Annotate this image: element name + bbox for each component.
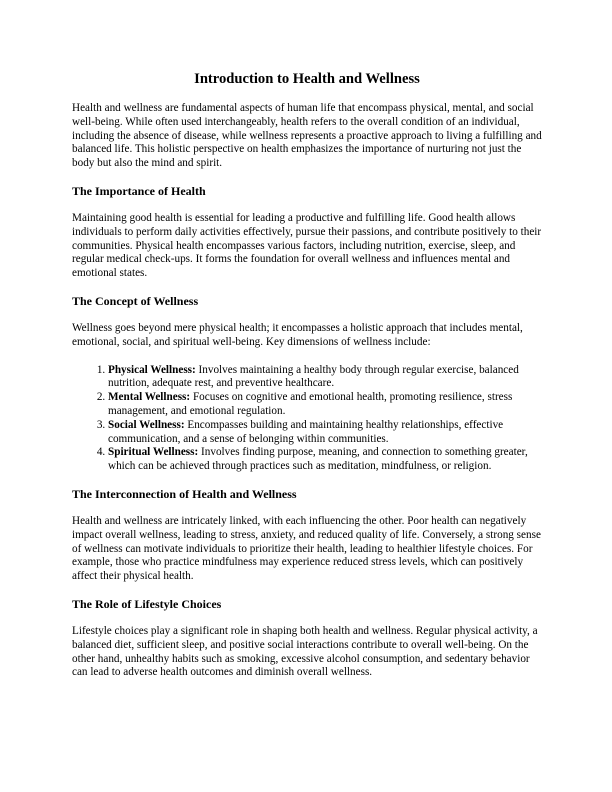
list-item: [108, 391, 542, 419]
list-item-text: Encompasses building and maintaining healthy relationships, effective communication, and a sense of belonging within communities.: [108, 418, 504, 445]
intro-paragraph: Health and wellness are fundamental aspects of human life that encompass physical, mental, and social well-being. While often used interchangeably, health refers to the overall condition of an individual, including the absence of disease, while wellness represents a proactive approach to living a fulfilling and balanced life. This holistic perspective on health emphasizes the importance of nurturing not just the body but also the mind and spirit.: [72, 102, 542, 170]
section-paragraph-interconnection: Health and wellness are intricately linked, with each influencing the other. Poor health can negatively impact overall wellness, leading to stress, anxiety, and reduced quality of life. Conversely, a strong sense of wellness can motivate individuals to prioritize their health, leading to healthier lifestyle choices. For example, those who practice mindfulness may experience reduced stress levels, which can positively affect their physical health.: [72, 514, 541, 583]
list-item-term: Physical Wellness:: [108, 363, 196, 376]
list-item: [108, 364, 542, 392]
list-item-term: Social Wellness:: [108, 418, 185, 431]
section-heading-concept-of-wellness: The Concept of Wellness: [72, 293, 199, 308]
section-heading-interconnection: The Interconnection of Health and Wellness: [72, 486, 297, 501]
list-item: [108, 419, 542, 447]
list-item-text: Focuses on cognitive and emotional health, promoting resilience, stress management, and emotional regulation.: [108, 391, 513, 417]
list-item-text: Involves maintaining a healthy body through regular exercise, balanced nutrition, adequate rest, and preventive healthcare.: [108, 363, 519, 390]
section-heading-lifestyle-choices: The Role of Lifestyle Choices: [72, 596, 222, 611]
section-paragraph-lifestyle-choices: Lifestyle choices play a significant role in shaping both health and wellness. Regular physical activity, a balanced diet, sufficient sleep, and positive social interactions contribute to overall well-being. On the other hand, unhealthy habits such as smoking, excessive alcohol consumption, and sedentary behavior can lead to adverse health outcomes and diminish overall wellness.: [72, 624, 538, 679]
section-paragraph-importance-of-health: Maintaining good health is essential for leading a productive and fulfilling life. Good health allows individuals to perform daily activities effectively, pursue their passions, and contribute positively to their communities. Physical health encompasses various factors, including nutrition, exercise, sleep, and regular medical check-ups. It forms the foundation for overall wellness and influences mental and emotional states.: [72, 211, 542, 280]
section-paragraph-concept-of-wellness: Wellness goes beyond mere physical health; it encompasses a holistic approach that includes mental, emotional, social, and spiritual well-being. Key dimensions of wellness include:: [72, 321, 523, 348]
list-item-text: Involves finding purpose, meaning, and connection to something greater, which can be achieved through practices such as meditation, mindfulness, or religion.: [108, 446, 528, 473]
list-item-term: Mental Wellness:: [108, 391, 191, 404]
list-item-term: Spiritual Wellness:: [108, 446, 199, 459]
section-heading-importance-of-health: The Importance of Health: [72, 183, 206, 198]
wellness-dimensions-list: [72, 364, 542, 474]
list-item: [108, 446, 542, 474]
document-page: [72, 70, 542, 680]
document-title: Introduction to Health and Wellness: [194, 71, 420, 87]
